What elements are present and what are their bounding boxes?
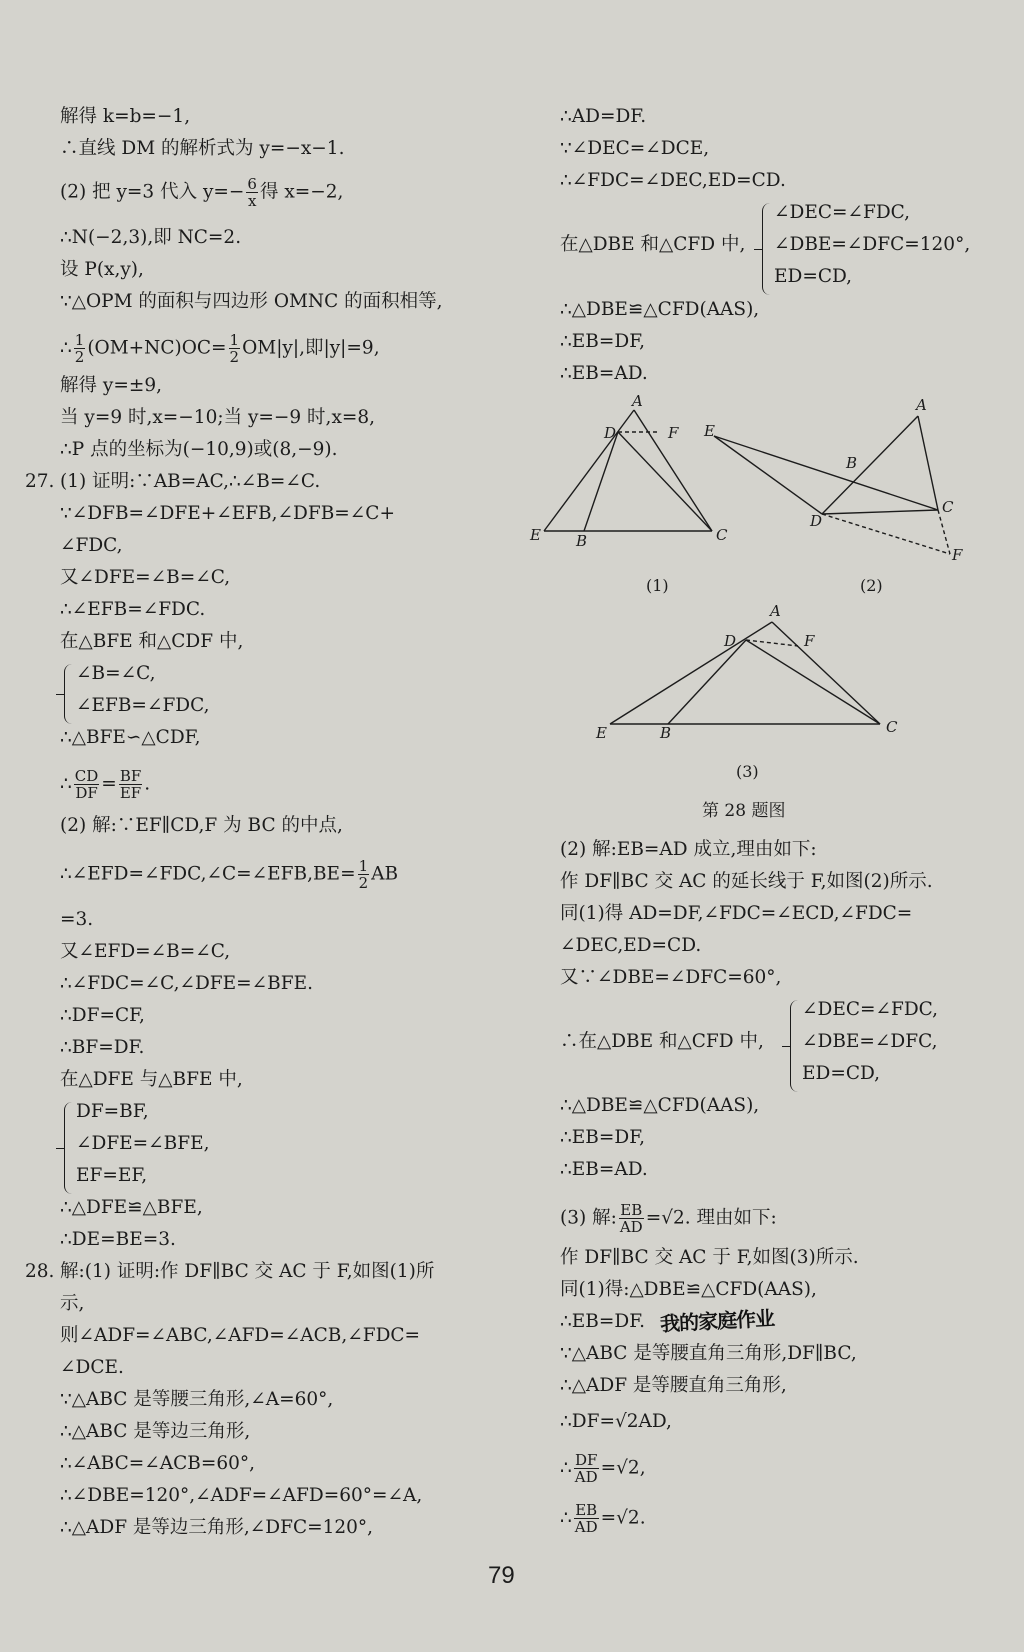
text-line: (2) 把 y=3 代入 y=− $\frac{6}{x}$ 得 x=−2, bbox=[60, 175, 344, 210]
text-line: 解得 k=b=−1, bbox=[60, 106, 191, 127]
label-A: A bbox=[770, 602, 781, 620]
text-line: ∴△ABC 是等边三角形, bbox=[60, 1421, 251, 1442]
text-line: 在△DBE 和△CFD 中, bbox=[560, 234, 746, 255]
label-A: A bbox=[916, 396, 927, 414]
text-line: ∠FDC, bbox=[60, 535, 123, 556]
text-line: ∴△BFE∽△CDF, bbox=[60, 727, 201, 748]
text-line: 作 DF∥BC 交 AC 于 F,如图(3)所示. bbox=[560, 1247, 859, 1268]
text-line: 解:(1) 证明:作 DF∥BC 交 AC 于 F,如图(1)所 bbox=[60, 1261, 435, 1282]
text-line: ∵∠DEC=∠DCE, bbox=[560, 138, 710, 159]
label-F: F bbox=[668, 424, 679, 442]
text-line: 解得 y=±9, bbox=[60, 375, 162, 396]
text-line: ∴EB=DF, bbox=[560, 331, 646, 352]
text-line: ∴EB=AD. bbox=[560, 1159, 648, 1180]
text-line: ∴N(−2,3),即 NC=2. bbox=[60, 227, 242, 248]
label-E: E bbox=[704, 422, 715, 440]
text-line: ∴∠EFD=∠FDC,∠C=∠EFB,BE= $\frac{1}{2}$ AB bbox=[60, 857, 399, 892]
label-D: D bbox=[604, 424, 617, 442]
text-line: ∴ $\frac{DF}{AD}$ =√2, bbox=[560, 1451, 646, 1486]
text-line: ∴ $\frac{EB}{AD}$ =√2. bbox=[560, 1501, 646, 1536]
label-F: F bbox=[804, 632, 815, 650]
text-line: 示, bbox=[60, 1293, 85, 1314]
question-number-28: 28. bbox=[25, 1261, 55, 1282]
text-line: ∠DEC,ED=CD. bbox=[560, 935, 702, 956]
label-F: F bbox=[952, 546, 963, 564]
text-line: ∴∠DBE=120°,∠ADF=∠AFD=60°=∠A, bbox=[60, 1485, 423, 1506]
text-line: 则∠ADF=∠ABC,∠AFD=∠ACB,∠FDC= bbox=[60, 1325, 421, 1346]
text-line: ∴EB=DF. bbox=[560, 1311, 646, 1332]
text-line: ∴EB=AD. bbox=[560, 363, 648, 384]
text-line: 设 P(x,y), bbox=[60, 259, 144, 280]
text-line: 同(1)得 AD=DF,∠FDC=∠ECD,∠FDC= bbox=[560, 903, 913, 924]
text-line: 在△DFE 与△BFE 中, bbox=[60, 1069, 243, 1090]
text-line: ∴在△DBE 和△CFD 中, bbox=[560, 1031, 764, 1052]
watermark-stamp: 我的家庭作业 bbox=[659, 1306, 775, 1336]
label-C: C bbox=[886, 718, 898, 736]
text-line: ∵∠DFB=∠DFE+∠EFB,∠DFB=∠C+ bbox=[60, 503, 395, 524]
text-line: ∴DF=√2AD, bbox=[560, 1411, 672, 1432]
text-line: 又∠EFD=∠B=∠C, bbox=[60, 941, 231, 962]
label-C: C bbox=[716, 526, 728, 544]
text-line: ∴△DFE≌△BFE, bbox=[60, 1197, 203, 1218]
text-line: ∴P 点的坐标为(−10,9)或(8,−9). bbox=[60, 439, 338, 460]
text-line: ∴DF=CF, bbox=[60, 1005, 145, 1026]
text-line: ∴∠EFB=∠FDC. bbox=[60, 599, 206, 620]
text-line: ∴BF=DF. bbox=[60, 1037, 145, 1058]
text-line: ∴ $\frac{CD}{DF}$ = $\frac{BF}{EF}$ . bbox=[60, 767, 151, 802]
label-E: E bbox=[530, 526, 541, 544]
text-line: ∴△DBE≌△CFD(AAS), bbox=[560, 299, 760, 320]
text-line: (2) 解:∵EF∥CD,F 为 BC 的中点, bbox=[60, 815, 343, 836]
label-C: C bbox=[942, 498, 954, 516]
text-line: 同(1)得:△DBE≌△CFD(AAS), bbox=[560, 1279, 817, 1300]
label-B: B bbox=[576, 532, 588, 550]
question-number-27: 27. bbox=[25, 471, 55, 492]
text-line: ∴△ADF 是等边三角形,∠DFC=120°, bbox=[60, 1517, 374, 1538]
figure-1-caption: (1) bbox=[646, 576, 669, 595]
text-line: ∵△ABC 是等腰直角三角形,DF∥BC, bbox=[560, 1343, 857, 1364]
text-line: ∴ $\frac{1}{2}$ (OM+NC)OC= $\frac{1}{2}$ OM|y|,即|y|=9, bbox=[60, 331, 380, 366]
label-D: D bbox=[810, 512, 823, 530]
label-A: A bbox=[632, 392, 643, 410]
text-line: ∴△ADF 是等腰直角三角形, bbox=[560, 1375, 787, 1396]
text-line: 又∵∠DBE=∠DFC=60°, bbox=[560, 967, 782, 988]
text-line: ∴AD=DF. bbox=[560, 106, 647, 127]
text-line: ∴∠FDC=∠C,∠DFE=∠BFE. bbox=[60, 973, 313, 994]
text-line: =3. bbox=[60, 909, 94, 930]
text-line: ∴△DBE≌△CFD(AAS), bbox=[560, 1095, 760, 1116]
text-line: (2) 解:EB=AD 成立,理由如下: bbox=[560, 839, 817, 860]
text-line: ∴DE=BE=3. bbox=[60, 1229, 176, 1250]
label-B: B bbox=[846, 454, 858, 472]
text-line: ∵△OPM 的面积与四边形 OMNC 的面积相等, bbox=[60, 291, 443, 312]
text-line: 作 DF∥BC 交 AC 的延长线于 F,如图(2)所示. bbox=[560, 871, 933, 892]
text-line: 在△BFE 和△CDF 中, bbox=[60, 631, 244, 652]
label-E: E bbox=[596, 724, 607, 742]
text-line: ∴∠ABC=∠ACB=60°, bbox=[60, 1453, 256, 1474]
text-line: ∴直线 DM 的解析式为 y=−x−1. bbox=[60, 138, 345, 159]
figure-title: 第 28 题图 bbox=[702, 801, 786, 821]
figure-2 bbox=[706, 392, 976, 572]
text-line: (3) 解: $\frac{EB}{AD}$ =√2. 理由如下: bbox=[560, 1201, 777, 1236]
text-line: 当 y=9 时,x=−10;当 y=−9 时,x=8, bbox=[60, 407, 376, 428]
label-B: B bbox=[660, 724, 672, 742]
figure-2-caption: (2) bbox=[860, 576, 883, 595]
text-line: ∴∠FDC=∠DEC,ED=CD. bbox=[560, 170, 786, 191]
figure-3 bbox=[590, 600, 910, 750]
page-number: 79 bbox=[488, 1562, 515, 1589]
label-D: D bbox=[724, 632, 737, 650]
text-line: (1) 证明:∵AB=AC,∴∠B=∠C. bbox=[60, 471, 321, 492]
text-line: ∴EB=DF, bbox=[560, 1127, 646, 1148]
figure-3-caption: (3) bbox=[736, 762, 759, 781]
text-line: 又∠DFE=∠B=∠C, bbox=[60, 567, 231, 588]
text-line: ∵△ABC 是等腰三角形,∠A=60°, bbox=[60, 1389, 334, 1410]
text-line: ∠DCE. bbox=[60, 1357, 124, 1378]
